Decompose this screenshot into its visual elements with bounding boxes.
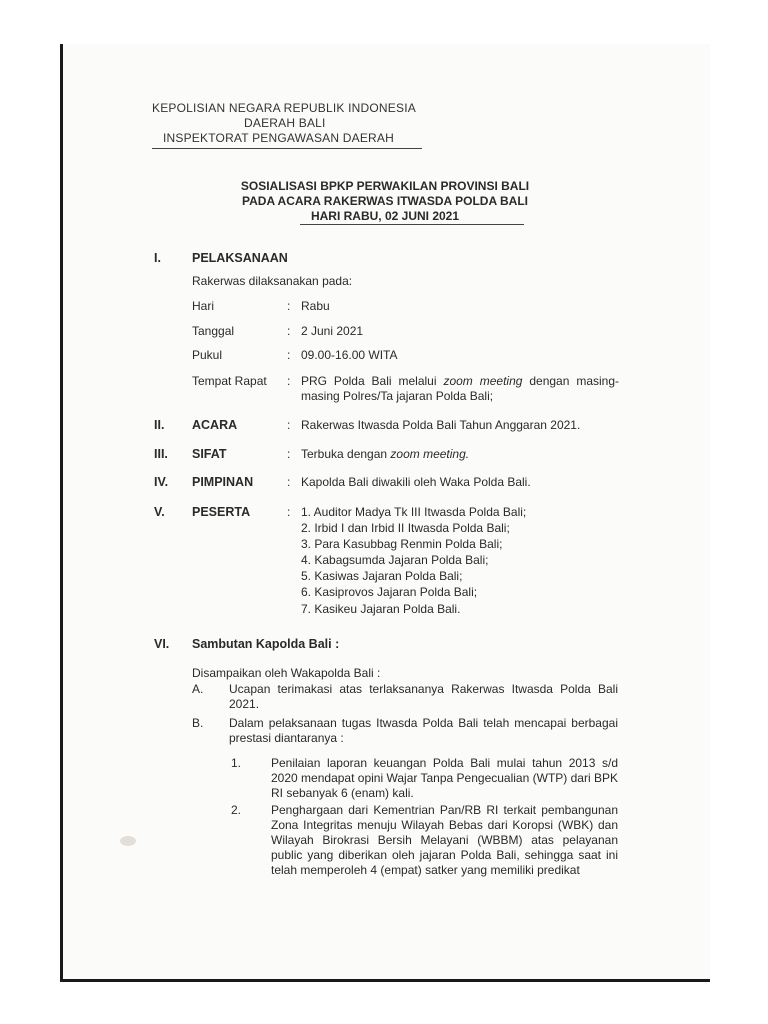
row-hari-colon: :	[287, 299, 291, 313]
section-4-label: PIMPINAN	[192, 475, 254, 489]
header-line-1: KEPOLISIAN NEGARA REPUBLIK INDONESIA	[152, 101, 416, 115]
header-line-2: DAERAH BALI	[244, 116, 326, 130]
row-pukul-key: Pukul	[192, 348, 223, 362]
paper-stain	[120, 836, 136, 846]
sub-item-2-number: 2.	[231, 803, 242, 817]
section-3-number: III.	[154, 447, 168, 461]
section-5-number: V.	[154, 505, 165, 519]
section-4-value: Kapolda Bali diwakili oleh Waka Polda Bali.	[301, 475, 531, 489]
section-6-label: Sambutan Kapolda Bali :	[192, 637, 340, 651]
section-2-value: Rakerwas Itwasda Polda Bali Tahun Anggaran 2021.	[301, 418, 581, 432]
peserta-item: 4. Kabagsumda Jajaran Polda Bali;	[301, 553, 489, 567]
section-3-colon: :	[287, 447, 291, 461]
peserta-item: 3. Para Kasubbag Renmin Polda Bali;	[301, 537, 503, 551]
row-hari-key: Hari	[192, 299, 215, 313]
peserta-item: 1. Auditor Madya Tk III Itwasda Polda Bali;	[301, 505, 527, 519]
sub-item-2-text: Penghargaan dari Kementrian Pan/RB RI terkait pembangunan Zona Integritas menuju Wilayah Bebas dari Koropsi (WBK) dan Wilayah Birokrasi Bersih Melayani (WBBM) atas pelayanan public yang diberikan oleh jajaran Polda Bali, sehingga saat ini telah memperoleh 4 (empat) satker yang memiliki predikat	[271, 803, 618, 877]
title-line-3: HARI RABU, 02 JUNI 2021	[310, 209, 460, 223]
section-2-number: II.	[154, 418, 165, 432]
item-a-letter: A.	[192, 682, 204, 696]
item-b-text: Dalam pelaksanaan tugas Itwasda Polda Bali telah mencapai berbagai prestasi diantaranya :	[229, 716, 618, 745]
section-2-label: ACARA	[192, 418, 238, 432]
item-a-text: Ucapan terimakasi atas terlaksananya Rakerwas Itwasda Polda Bali 2021.	[229, 682, 618, 711]
title-line-1: SOSIALISASI BPKP PERWAKILAN PROVINSI BALI	[240, 179, 530, 193]
row-pukul-value: 09.00-16.00 WITA	[301, 348, 398, 362]
peserta-item: 5. Kasiwas Jajaran Polda Bali;	[301, 569, 463, 583]
sub-item-1-number: 1.	[231, 756, 242, 770]
row-tempat-value: PRG Polda Bali melalui zoom meeting dengan masing-masing Polres/Ta jajaran Polda Bali;	[301, 374, 620, 403]
title-underline	[300, 224, 524, 225]
section-1-number: I.	[154, 251, 161, 265]
row-tempat-key: Tempat Rapat	[192, 374, 267, 388]
section-3-label: SIFAT	[192, 447, 227, 461]
sub-item-1-text: Penilaian laporan keuangan Polda Bali mulai tahun 2013 s/d 2020 mendapat opini Wajar Tanpa Pengecualian (WTP) dari BPK RI sebanyak 6 (enam) kali.	[271, 756, 618, 800]
section-6-number: VI.	[154, 637, 170, 651]
section-4-colon: :	[287, 475, 291, 489]
section-1-label: PELAKSANAAN	[192, 251, 288, 265]
title-line-2: PADA ACARA RAKERWAS ITWASDA POLDA BALI	[242, 194, 528, 208]
row-tanggal-colon: :	[287, 324, 291, 338]
section-3-value: Terbuka dengan zoom meeting.	[301, 447, 470, 461]
peserta-item: 7. Kasikeu Jajaran Polda Bali.	[301, 602, 461, 616]
header-line-3: INSPEKTORAT PENGAWASAN DAERAH	[163, 131, 394, 145]
row-tempat-colon: :	[287, 374, 291, 388]
section-2-colon: :	[287, 418, 291, 432]
section-5-colon: :	[287, 505, 291, 519]
peserta-item: 6. Kasiprovos Jajaran Polda Bali;	[301, 585, 478, 599]
row-pukul-colon: :	[287, 348, 291, 362]
row-tanggal-value: 2 Juni 2021	[301, 324, 364, 338]
header-underline	[152, 148, 422, 149]
peserta-item: 2. Irbid I dan Irbid II Itwasda Polda Bali;	[301, 521, 510, 535]
section-1-intro: Rakerwas dilaksanakan pada:	[192, 274, 353, 288]
section-5-label: PESERTA	[192, 505, 251, 519]
section-4-number: IV.	[154, 475, 169, 489]
row-tanggal-key: Tanggal	[192, 324, 235, 338]
section-6-intro: Disampaikan oleh Wakapolda Bali :	[192, 666, 381, 680]
item-b-letter: B.	[192, 716, 204, 730]
row-hari-value: Rabu	[301, 299, 330, 313]
